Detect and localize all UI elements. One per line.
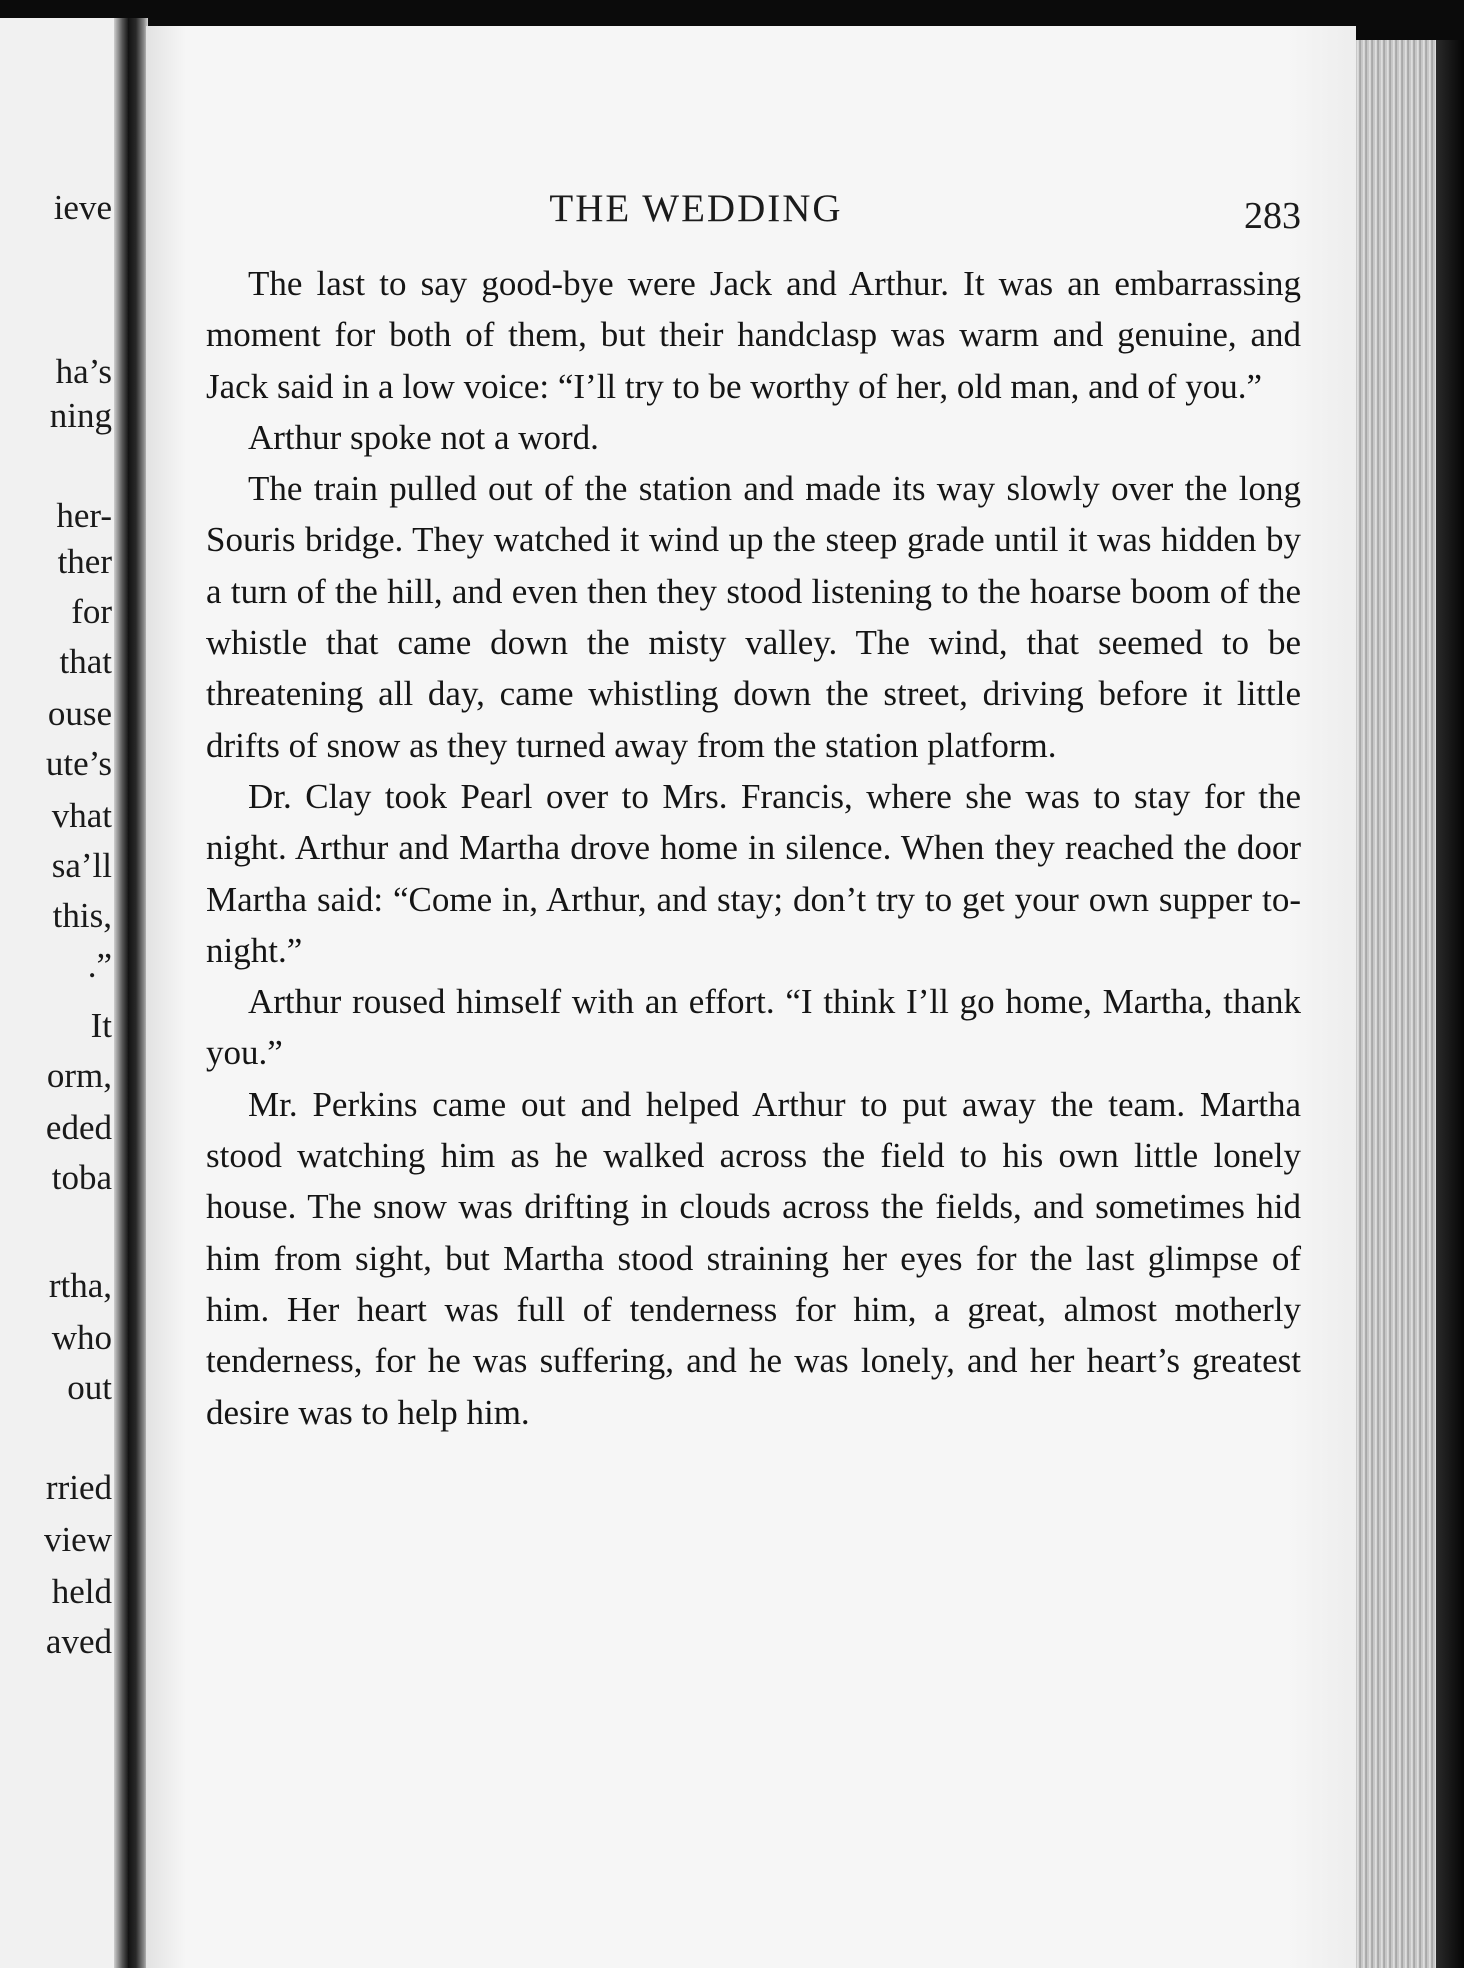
page-fold-shadow <box>114 18 128 1968</box>
left-page-line: that <box>59 642 112 681</box>
left-page-line: out <box>67 1368 112 1407</box>
left-page-line: held <box>51 1572 112 1611</box>
left-page-line: toba <box>51 1158 112 1197</box>
chapter-title: THE WEDDING <box>549 187 843 230</box>
paragraph: Arthur roused himself with an effort. “I think I’ll go home, Martha, thank you.” <box>206 982 1301 1073</box>
body-text <box>206 258 1301 1438</box>
paragraph: Dr. Clay took Pearl over to Mrs. Francis, where she was to stay for the night. Arthur and Martha drove home in silence. When they reached the door Martha said: “Come in, Arthur, and stay; don’t try to get your own supper to-night.” <box>206 776 1301 970</box>
left-page-line: for <box>71 592 112 631</box>
left-page-line: ieve <box>53 188 112 227</box>
paragraph: The last to say good-bye were Jack and Arthur. It was an embarrassing moment for both of them, but their handclasp was warm and genuine, and Jack said in a low voice: “I’ll try to be worthy of her, old man, and of you.” <box>206 264 1301 406</box>
running-head <box>206 186 1301 236</box>
left-page-line: ning <box>49 396 112 435</box>
left-page-line: her- <box>56 496 112 535</box>
left-page-line: ther <box>57 542 112 581</box>
left-page-line: rried <box>45 1468 112 1507</box>
page-number: 283 <box>1244 195 1301 237</box>
left-page-line: eded <box>45 1108 112 1147</box>
left-page-line: vhat <box>51 796 112 835</box>
left-page-line: rtha, <box>48 1266 112 1305</box>
left-page-line: who <box>51 1318 112 1357</box>
left-page-line: sa’ll <box>51 846 112 885</box>
left-page-line: ute’s <box>45 744 112 783</box>
book-page <box>146 26 1356 1968</box>
paragraph: Arthur spoke not a word. <box>248 417 599 457</box>
left-page-line: orm, <box>46 1056 112 1095</box>
left-page-line: aved <box>45 1622 112 1661</box>
paragraph: The train pulled out of the station and made its way slowly over the long Souris bridge. They watched it wind up the steep grade until it was hidden by a turn of the hill, and even then they stood listening to the hoarse boom of the whistle that came down the misty valley. The wind, that seemed to be threatening all day, came whistling down the street, driving before it little drifts of snow as they turned away from the station platform. <box>206 469 1301 765</box>
left-page-line: It <box>90 1006 112 1045</box>
scan-border-right <box>1436 40 1464 1968</box>
paragraph: Mr. Perkins came out and helped Arthur to put away the team. Martha stood watching him as he walked across the field to his own little lonely house. The snow was drifting in clouds across the fields, and sometimes hid him from sight, but Martha stood straining her eyes for the last glimpse of him. Her heart was full of tenderness for him, a great, almost motherly tenderness, for he was suffering, and he was lonely, and her heart’s greatest desire was to help him. <box>206 1084 1301 1432</box>
book-gutter <box>128 18 148 1968</box>
left-page-line: ha’s <box>55 352 112 391</box>
left-page-line: this, <box>52 896 112 935</box>
previous-page-fragment <box>0 18 128 1968</box>
page-edges <box>1356 40 1436 1968</box>
left-page-line: ouse <box>47 694 112 733</box>
left-page-line: .” <box>87 946 112 985</box>
left-page-line: view <box>43 1520 112 1559</box>
